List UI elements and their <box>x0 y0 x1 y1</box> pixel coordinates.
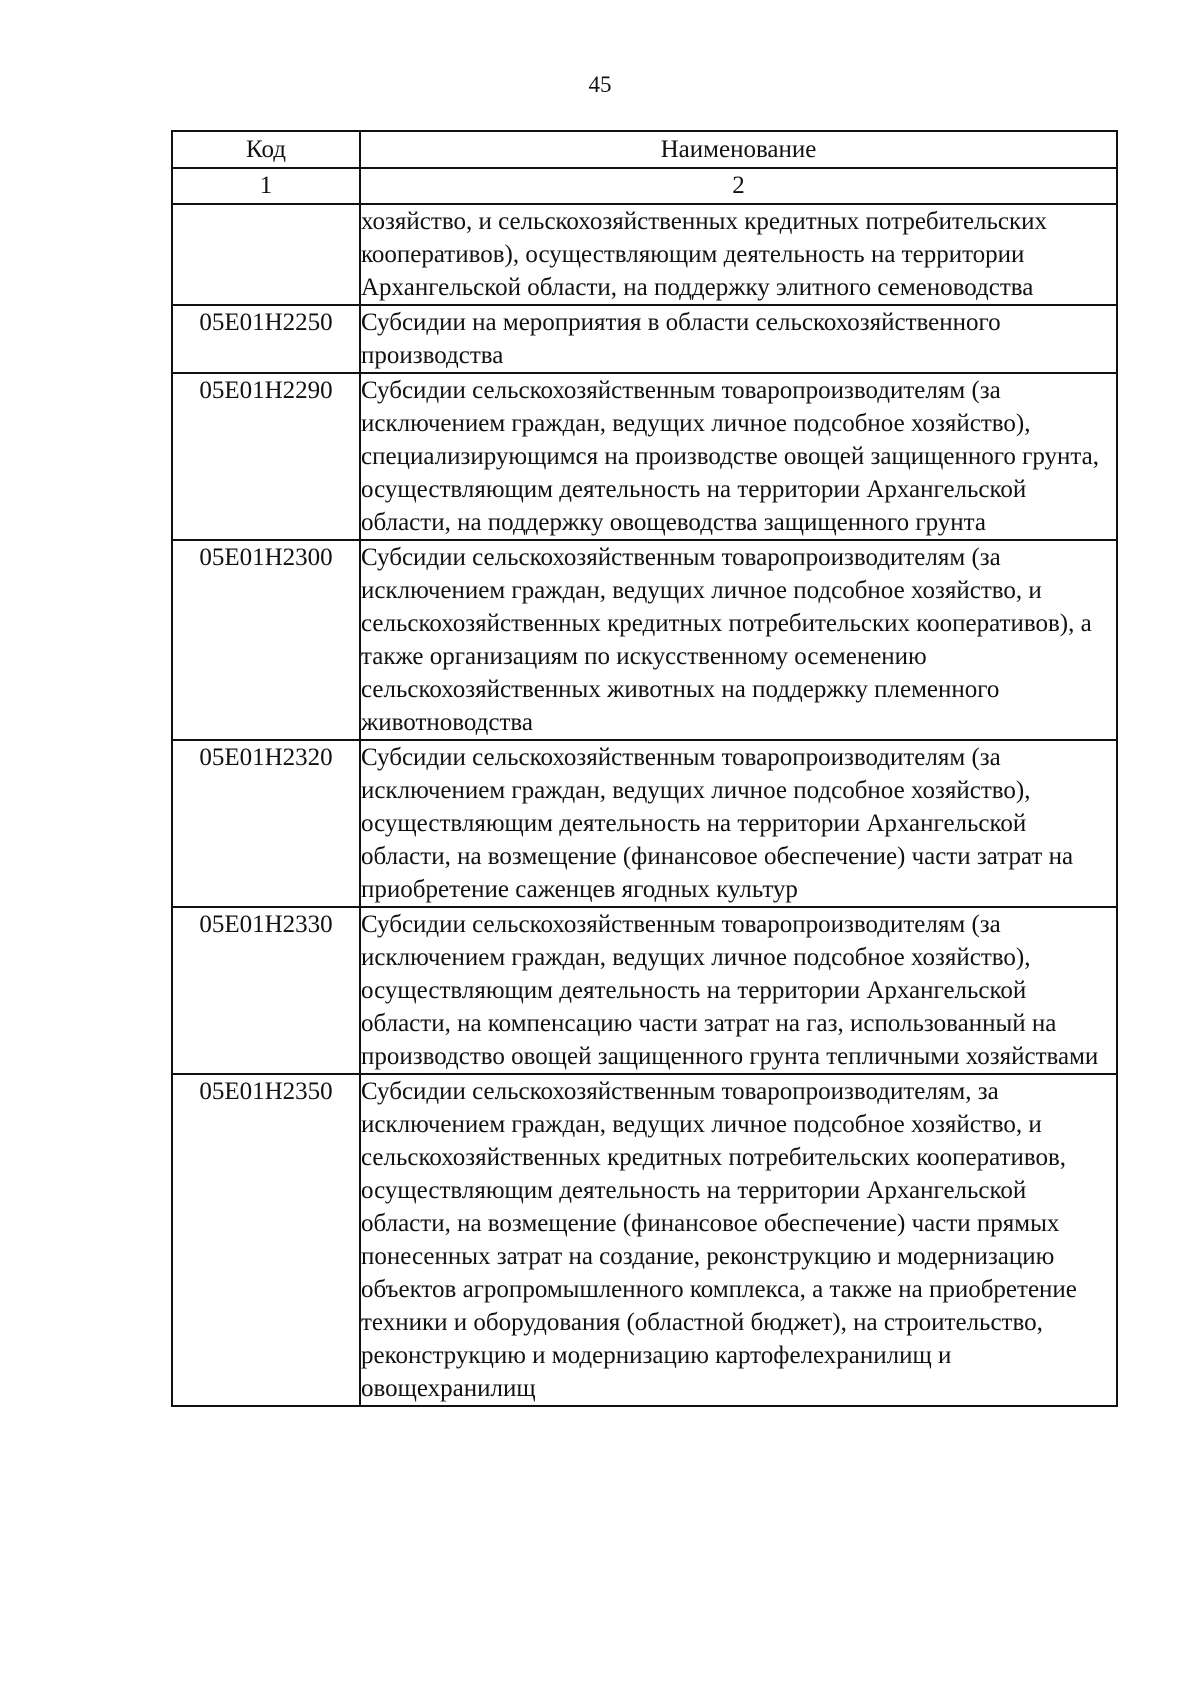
row-name: Субсидии сельскохозяйственным товаропроизводителям (за исключением граждан, ведущих личное подсобное хозяйство), осуществляющим деятельность на территории Архангельской области, на возмещение (финансовое обеспечение) части затрат на приобретение саженцев ягодных культур <box>360 740 1117 907</box>
row-code <box>172 204 360 305</box>
column-number-name: 2 <box>360 168 1117 204</box>
row-code: 05Е01Н2290 <box>172 373 360 540</box>
column-number-code: 1 <box>172 168 360 204</box>
row-name: Субсидии сельскохозяйственным товаропроизводителям (за исключением граждан, ведущих личное подсобное хозяйство), специализирующимся на производстве овощей защищенного грунта, осуществляющим деятельность на территории Архангельской области, на поддержку овощеводства защищенного грунта <box>360 373 1117 540</box>
header-code: Код <box>172 131 360 168</box>
table-row <box>172 373 1117 540</box>
row-code: 05Е01Н2350 <box>172 1074 360 1406</box>
table-row <box>172 740 1117 907</box>
table-row <box>172 907 1117 1074</box>
row-name: Субсидии сельскохозяйственным товаропроизводителям (за исключением граждан, ведущих личное подсобное хозяйство, и сельскохозяйственных кредитных потребительских кооперативов), а также организациям по искусственному осеменению сельскохозяйственных животных на поддержку племенного животноводства <box>360 540 1117 740</box>
row-name: Субсидии сельскохозяйственным товаропроизводителям, за исключением граждан, ведущих личное подсобное хозяйство, и сельскохозяйственных кредитных потребительских кооперативов, осуществляющим деятельность на территории Архангельской области, на возмещение (финансовое обеспечение) части прямых понесенных затрат на создание, реконструкцию и модернизацию объектов агропромышленного комплекса, а также на приобретение техники и оборудования (областной бюджет), на строительство, реконструкцию и модернизацию картофелехранилищ и овощехранилищ <box>360 1074 1117 1406</box>
row-name: Субсидии сельскохозяйственным товаропроизводителям (за исключением граждан, ведущих личное подсобное хозяйство), осуществляющим деятельность на территории Архангельской области, на компенсацию части затрат на газ, использованный на производство овощей защищенного грунта тепличными хозяйствами <box>360 907 1117 1074</box>
row-name: хозяйство, и сельскохозяйственных кредитных потребительских кооперативов), осуществляющим деятельность на территории Архангельской области, на поддержку элитного семеноводства <box>360 204 1117 305</box>
row-code: 05Е01Н2330 <box>172 907 360 1074</box>
row-code: 05Е01Н2300 <box>172 540 360 740</box>
row-code: 05Е01Н2320 <box>172 740 360 907</box>
table-row <box>172 305 1117 373</box>
row-code: 05Е01Н2250 <box>172 305 360 373</box>
table-row <box>172 1074 1117 1406</box>
page-number: 45 <box>588 72 612 97</box>
table-header-row <box>172 131 1117 168</box>
row-name: Субсидии на мероприятия в области сельскохозяйственного производства <box>360 305 1117 373</box>
table-row <box>172 540 1117 740</box>
column-number-row <box>172 168 1117 204</box>
codes-table <box>171 130 1118 1407</box>
table-row <box>172 204 1117 305</box>
header-name: Наименование <box>360 131 1117 168</box>
